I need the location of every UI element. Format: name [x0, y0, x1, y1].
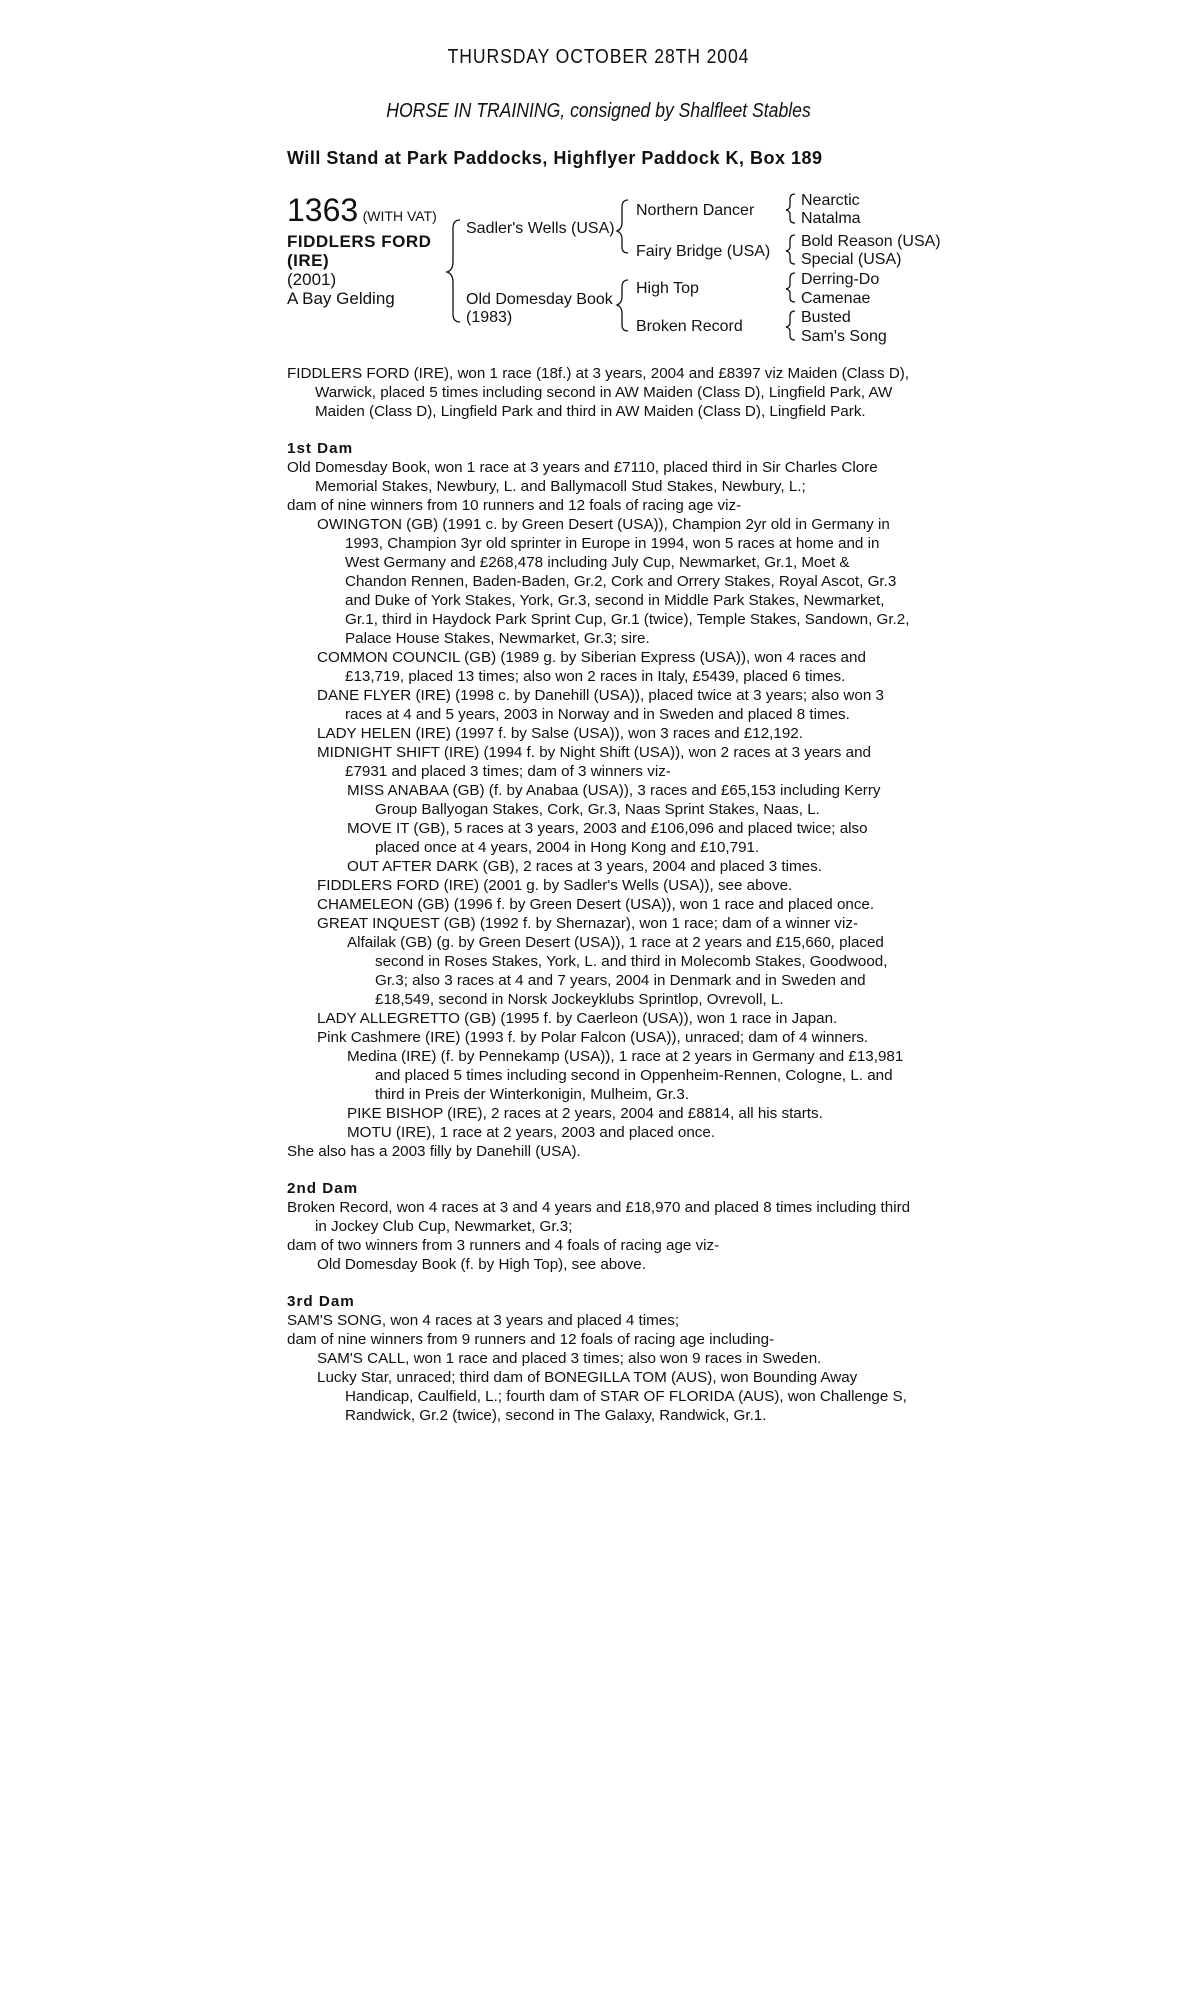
pedigree-dds: Busted: [801, 309, 851, 326]
produce-miss-anabaa: MISS ANABAA (GB) (f. by Anabaa (USA)), 3 races and £65,153 including Kerry Group Ballyogan Stakes, Cork, Gr.3, Naas Sprint Stakes, Naas, L.: [347, 782, 881, 818]
produce-pike-bishop: PIKE BISHOP (IRE), 2 races at 2 years, 2004 and £8814, all his starts.: [347, 1105, 823, 1122]
second-dam-record: Broken Record, won 4 races at 3 and 4 years and £18,970 and placed 8 times including third in Jockey Club Cup, Newmarket, Gr.3;: [287, 1199, 911, 1235]
horse-description: A Bay Gelding: [287, 289, 395, 308]
produce-common-council: COMMON COUNCIL (GB) (1989 g. by Siberian Express (USA)), won 4 races and £13,719, placed 13 times; also won 2 races in Italy, £5439, placed 6 times.: [317, 649, 866, 685]
lot-number: 1363: [287, 192, 359, 228]
horse-summary: FIDDLERS FORD (IRE), won 1 race (18f.) at 3 years, 2004 and £8397 viz Maiden (Class D), Warwick, placed 5 times including second in AW Maiden (Class D), Lingfield Park, AW Maiden (Class D), Lingfield Park and third in AW Maiden (Class D), Lingfield Park.: [287, 365, 910, 420]
produce-lady-helen: LADY HELEN (IRE) (1997 f. by Salse (USA)), won 3 races and £12,192.: [317, 725, 803, 742]
vat-note: (WITH VAT): [362, 208, 437, 224]
produce-sams-call: SAM'S CALL, won 1 race and placed 3 times; also won 9 races in Sweden.: [317, 1350, 822, 1367]
first-dam-record: Old Domesday Book, won 1 race at 3 years and £7110, placed third in Sir Charles Clore Memorial Stakes, Newbury, L. and Ballymacoll Stud Stakes, Newbury, L.;: [287, 459, 878, 495]
third-dam-record: SAM'S SONG, won 4 races at 3 years and placed 4 times;: [287, 1312, 680, 1329]
first-dam-produce-summary: dam of nine winners from 10 runners and 12 foals of racing age viz-: [287, 497, 742, 514]
consignment-line: HORSE IN TRAINING, consigned by Shalfleet Stables: [386, 100, 811, 122]
produce-lady-allegretto: LADY ALLEGRETTO (GB) (1995 f. by Caerleon (USA)), won 1 race in Japan.: [317, 1010, 838, 1027]
third-dam-heading: 3rd Dam: [287, 1293, 355, 1310]
produce-out-after-dark: OUT AFTER DARK (GB), 2 races at 3 years, 2004 and placed 3 times.: [347, 858, 822, 875]
produce-move-it: MOVE IT (GB), 5 races at 3 years, 2003 and £106,096 and placed twice; also placed once at 4 years, 2004 in Hong Kong and £10,791.: [347, 820, 868, 856]
stand-location: Will Stand at Park Paddocks, Highflyer Paddock K, Box 189: [287, 148, 823, 168]
third-dam-produce-summary: dam of nine winners from 9 runners and 12 foals of racing age including-: [287, 1331, 775, 1348]
produce-old-domesday-book: Old Domesday Book (f. by High Top), see above.: [317, 1256, 646, 1273]
pedigree-dam-dam: Broken Record: [636, 318, 743, 335]
brace-dd: [786, 311, 795, 340]
pedigree-sss: Nearctic: [801, 192, 860, 209]
horse-origin: (IRE): [287, 251, 330, 270]
pedigree-sire-sire: Northern Dancer: [636, 202, 755, 219]
pedigree-dsd: Camenae: [801, 290, 871, 307]
brace-ss: [786, 194, 795, 223]
pedigree-sds: Bold Reason (USA): [801, 233, 941, 250]
pedigree-dam: Old Domesday Book: [466, 291, 613, 308]
brace-sire: [617, 200, 628, 253]
pedigree-ssd: Natalma: [801, 210, 861, 227]
produce-midnight-shift: MIDNIGHT SHIFT (IRE) (1994 f. by Night Shift (USA)), won 2 races at 3 years and £7931 and placed 3 times; dam of 3 winners viz-: [317, 744, 871, 780]
filly-note: She also has a 2003 filly by Danehill (USA).: [287, 1143, 581, 1160]
produce-medina: Medina (IRE) (f. by Pennekamp (USA)), 1 race at 2 years in Germany and £13,981 and placed 5 times including second in Oppenheim-Rennen, Cologne, L. and third in Preis der Winterkonigin, Mulheim, Gr.3.: [347, 1048, 904, 1103]
produce-alfailak: Alfailak (GB) (g. by Green Desert (USA)), 1 race at 2 years and £15,660, placed second in Roses Stakes, York, L. and third in Molecomb Stakes, Goodwood, Gr.3; also 3 races at 4 and 7 years, 2004 in Denmark and in Sweden and £18,549, second in Norsk Jockeyklubs Sprintlop, Ovrevoll, L.: [347, 934, 888, 1008]
pedigree-ddd: Sam's Song: [801, 328, 887, 345]
produce-lucky-star: Lucky Star, unraced; third dam of BONEGILLA TOM (AUS), won Bounding Away Handicap, Caulfield, L.; fourth dam of STAR OF FLORIDA (AUS), won Challenge S, Randwick, Gr.2 (twice), second in The Galaxy, Randwick, Gr.1.: [317, 1369, 907, 1424]
second-dam-produce-summary: dam of two winners from 3 runners and 4 foals of racing age viz-: [287, 1237, 720, 1254]
brace-sd: [786, 235, 795, 264]
produce-dane-flyer: DANE FLYER (IRE) (1998 c. by Danehill (USA)), placed twice at 3 years; also won 3 races at 4 and 5 years, 2003 in Norway and in Sweden and placed 8 times.: [317, 687, 884, 723]
pedigree-details: [287, 364, 912, 1425]
produce-chameleon: CHAMELEON (GB) (1996 f. by Green Desert (USA)), won 1 race and placed once.: [317, 896, 875, 913]
pedigree-sire-dam: Fairy Bridge (USA): [636, 243, 771, 260]
pedigree-sire: Sadler's Wells (USA): [466, 220, 615, 237]
produce-owington: OWINGTON (GB) (1991 c. by Green Desert (USA)), Champion 2yr old in Germany in 1993, Champion 3yr old sprinter in Europe in 1994, won 5 races at home and in West Germany and £268,478 including July Cup, Newmarket, Gr.1, Moet & Chandon Rennen, Baden-Baden, Gr.2, Cork and Orrery Stakes, Royal Ascot, Gr.3 and Duke of York Stakes, York, Gr.3, second in Middle Park Stakes, Newmarket, Gr.1, third in Haydock Park Sprint Cup, Gr.1 (twice), Temple Stakes, Sandown, Gr.2, Palace House Stakes, Newmarket, Gr.3; sire.: [317, 516, 910, 647]
produce-motu: MOTU (IRE), 1 race at 2 years, 2003 and placed once.: [347, 1124, 716, 1141]
second-dam-heading: 2nd Dam: [287, 1180, 359, 1197]
pedigree-dam-year: (1983): [466, 309, 513, 326]
pedigree-sdd: Special (USA): [801, 251, 902, 268]
horse-year: (2001): [287, 270, 337, 289]
produce-fiddlers-ford: FIDDLERS FORD (IRE) (2001 g. by Sadler's Wells (USA)), see above.: [317, 877, 793, 894]
sale-date: THURSDAY OCTOBER 28TH 2004: [447, 46, 750, 68]
pedigree-dam-sire: High Top: [636, 280, 699, 297]
brace-dam: [617, 280, 628, 331]
first-dam-heading: 1st Dam: [287, 440, 354, 457]
brace-ds: [786, 273, 795, 302]
produce-pink-cashmere: Pink Cashmere (IRE) (1993 f. by Polar Falcon (USA)), unraced; dam of 4 winners.: [317, 1029, 869, 1046]
horse-name: FIDDLERS FORD: [287, 232, 432, 251]
produce-great-inquest: GREAT INQUEST (GB) (1992 f. by Shernazar), won 1 race; dam of a winner viz-: [317, 915, 859, 932]
pedigree-dss: Derring-Do: [801, 271, 880, 288]
brace-gen1: [447, 220, 460, 322]
